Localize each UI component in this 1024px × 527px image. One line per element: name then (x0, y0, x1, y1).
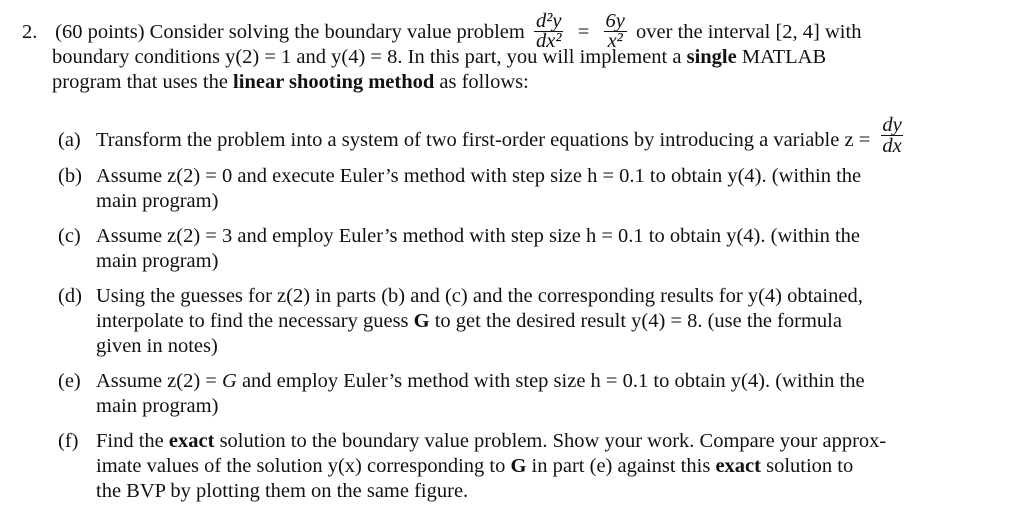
part-d (58, 284, 1000, 359)
part-d-guess-g: G (413, 310, 430, 332)
part-e-line-2: main program) (96, 395, 219, 417)
part-c-line-1: Assume z(2) = 3 and employ Euler’s method with step size h = 0.1 to obtain y(4). (within the (96, 225, 861, 247)
equation-rhs (604, 9, 627, 52)
problem-line3-post: as follows: (439, 71, 529, 93)
part-d-line2-post: to get the desired result y(4) = 8. (use the formula (434, 310, 842, 332)
problem-intro-post: over the interval [2, 4] with (636, 21, 862, 43)
part-a (58, 113, 1000, 162)
part-e (58, 369, 1000, 419)
part-c (58, 224, 1000, 274)
parts-list (58, 113, 1000, 514)
part-f-guess-g: G (510, 455, 527, 477)
part-b (58, 164, 1000, 214)
equation-lhs-den: dx² (535, 29, 562, 52)
part-f-line-3: the BVP by plotting them on the same figure. (96, 480, 469, 502)
part-a-line (96, 113, 1000, 162)
equals-sign: = (572, 21, 595, 43)
problem-line2-post: MATLAB (741, 46, 827, 68)
part-f-exact-2: exact (715, 455, 761, 477)
dy-dx-fraction (881, 115, 902, 156)
part-f-line2-mid: in part (e) against this (531, 455, 711, 477)
problem-intro-pre: (60 points) Consider solving the boundary value problem (55, 21, 525, 43)
part-b-line-2: main program) (96, 190, 219, 212)
part-a-text: Transform the problem into a system of two first-order equations by introducing a variable z = (96, 129, 871, 151)
equation-lhs-num: d²y (535, 9, 562, 32)
part-f-line2-pre: imate values of the solution y(x) corresponding to (96, 455, 506, 477)
part-f-line2-post: solution to (766, 455, 854, 477)
part-f-line1-post: solution to the boundary value problem. Show your work. Compare your approx- (219, 430, 887, 452)
part-label: (b) (58, 165, 82, 187)
part-f-line-2 (96, 454, 1000, 479)
part-d-line-2 (96, 309, 1000, 334)
part-e-line-1 (96, 369, 1000, 394)
part-d-line-1: Using the guesses for z(2) in parts (b) and (c) and the corresponding results for y(4) obtained, (96, 285, 863, 307)
problem-statement (22, 10, 1000, 95)
part-label: (e) (58, 370, 81, 392)
equation-rhs-num: 6y (605, 9, 625, 32)
problem-line2-bold: single (686, 46, 737, 68)
dy-dx-num: dy (882, 113, 902, 136)
part-label: (d) (58, 285, 82, 307)
problem-number: 2. (22, 21, 38, 43)
part-f (58, 429, 1000, 504)
equation-rhs-den: x² (604, 31, 627, 51)
part-b-line-1: Assume z(2) = 0 and execute Euler’s method with step size h = 0.1 to obtain y(4). (within the (96, 165, 862, 187)
part-e-guess-g: G (222, 370, 237, 392)
part-c-line-2: main program) (96, 250, 219, 272)
part-e-line1-pre: Assume z(2) = (96, 370, 217, 392)
part-f-line-1 (96, 429, 1000, 454)
problem-line-3 (22, 70, 1000, 95)
equation-lhs (534, 9, 564, 52)
part-label: (f) (58, 430, 79, 452)
problem-line3-pre: program that uses the (52, 71, 228, 93)
part-d-line2-pre: interpolate to find the necessary guess (96, 310, 409, 332)
part-d-line-3: given in notes) (96, 335, 218, 357)
part-e-line1-post: and employ Euler’s method with step size h = 0.1 to obtain y(4). (within the (241, 370, 865, 392)
problem-line2-pre: boundary conditions y(2) = 1 and y(4) = 8. In this part, you will implement a (52, 46, 682, 68)
dy-dx-den: dx (882, 134, 902, 157)
part-f-exact: exact (168, 430, 215, 452)
part-label: (c) (58, 225, 81, 247)
problem-line3-bold: linear shooting method (233, 71, 435, 93)
part-f-line1-pre: Find the (96, 430, 164, 452)
part-label: (a) (58, 129, 81, 151)
